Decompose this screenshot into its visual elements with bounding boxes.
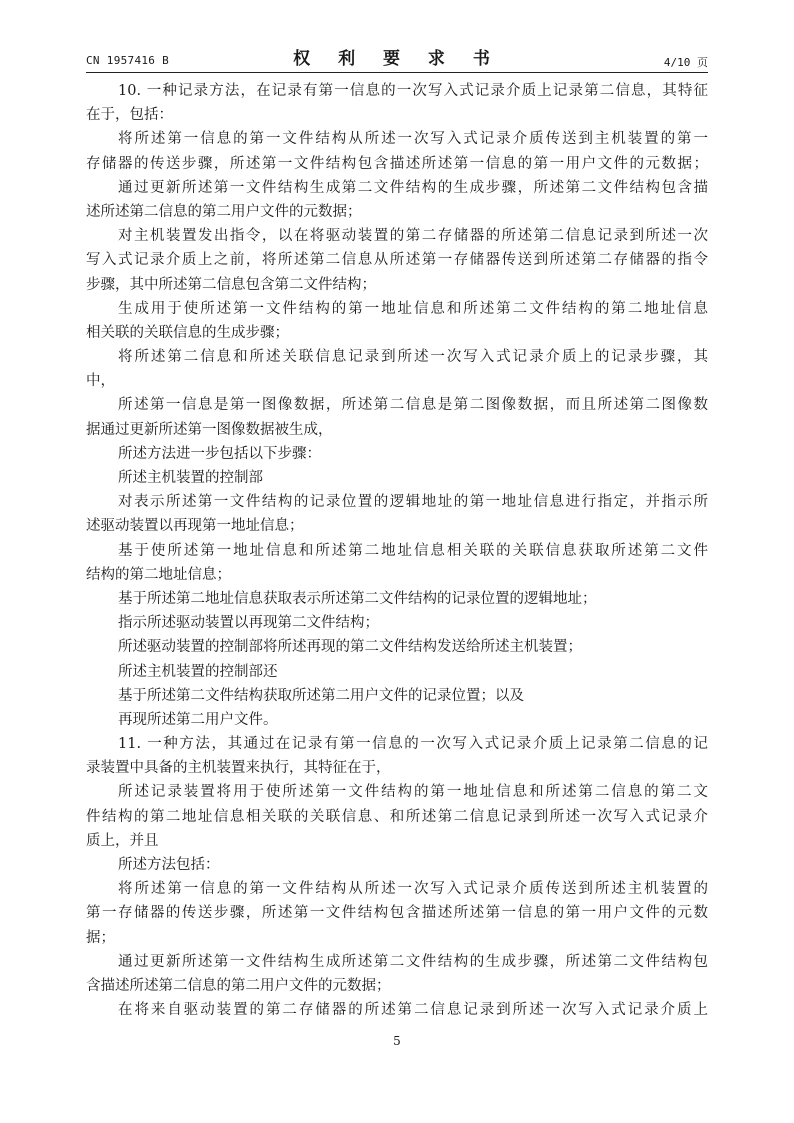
text-line: 将所述第一信息的第一文件结构从所述一次写入式记录介质传送到主机装置的第一 — [118, 131, 708, 148]
text-line: 指示所述驱动装置以再现第二文件结构； — [118, 615, 379, 632]
text-line: 11. 一种方法，其通过在记录有第一信息的一次写入式记录介质上记录第二信息的记 — [118, 736, 708, 753]
page-header — [86, 44, 708, 70]
text-line: 将所述第一信息的第一文件结构从所述一次写入式记录介质传送到所述主机装置的 — [118, 881, 708, 898]
text-line: 所述主机装置的控制部 — [118, 470, 263, 486]
text-line: 结构的第二地址信息； — [86, 566, 231, 583]
text-line: 质上，并且 — [86, 832, 159, 849]
text-line: 存储器的传送步骤，所述第一文件结构包含描述所述第一信息的第一用户文件的元数据； — [86, 155, 708, 172]
patent-number: CN 1957416 B — [86, 54, 170, 67]
text-line: 对表示所述第一文件结构的记录位置的逻辑地址的第一地址信息进行指定，并指示所 — [118, 494, 708, 511]
text-line: 在于，包括： — [86, 107, 173, 124]
text-line: 所述方法包括： — [118, 857, 220, 873]
text-line: 中， — [86, 373, 115, 390]
text-line: 所述方法进一步包括以下步骤： — [118, 445, 321, 462]
claims-body — [86, 79, 708, 1022]
text-line: 所述驱动装置的控制部将所述再现的第二文件结构发送给所述主机装置； — [118, 639, 582, 656]
text-line: 录装置中具备的主机装置来执行，其特征在于， — [86, 760, 391, 777]
text-line: 生成用于使所述第一文件结构的第一地址信息和所述第二文件结构的第二地址信息 — [118, 300, 708, 317]
text-line: 基于所述第二文件结构获取所述第二用户文件的记录位置；以及 — [118, 687, 524, 704]
text-line: 基于使所述第一地址信息和所述第二地址信息相关联的关联信息获取所述第二文件 — [118, 542, 708, 559]
page-indicator: 4/10 页 — [663, 56, 708, 69]
text-line: 件结构的第二地址信息相关联的关联信息、和所述第二信息记录到所述一次写入式记录介 — [86, 808, 708, 825]
text-line: 将所述第二信息和所述关联信息记录到所述一次写入式记录介质上的记录步骤，其 — [118, 349, 708, 366]
text-line: 含描述所述第二信息的第二用户文件的元数据； — [86, 977, 391, 994]
text-line: 对主机装置发出指令，以在将驱动装置的第二存储器的所述第二信息记录到所述一次 — [118, 228, 708, 245]
text-line: 相关联的关联信息的生成步骤； — [86, 324, 289, 341]
text-line: 通过更新所述第一文件结构生成第二文件结构的生成步骤，所述第二文件结构包含描 — [118, 179, 708, 196]
text-line: 基于所述第二地址信息获取表示所述第二文件结构的记录位置的逻辑地址； — [118, 590, 597, 607]
text-line: 第一存储器的传送步骤，所述第一文件结构包含描述所述第一信息的第一用户文件的元数 — [86, 905, 708, 922]
header-rule — [86, 72, 708, 73]
document-title: 权 利 要 求 书 — [293, 49, 501, 69]
page-number: 5 — [393, 1034, 401, 1048]
text-line: 述所述第二信息的第二用户文件的元数据； — [86, 203, 362, 220]
text-line: 通过更新所述第一文件结构生成所述第二文件结构的生成步骤，所述第二文件结构包 — [118, 953, 708, 970]
text-line: 所述记录装置将用于使所述第一文件结构的第一地址信息和所述第二信息的第二文 — [118, 784, 708, 801]
text-line: 在将来自驱动装置的第二存储器的所述第二信息记录到所述一次写入式记录介质上 — [118, 1002, 708, 1019]
text-line: 所述主机装置的控制部还 — [118, 663, 278, 680]
text-line: 所述第一信息是第一图像数据，所述第二信息是第二图像数据，而且所述第二图像数 — [118, 397, 708, 414]
text-line: 写入式记录介质上之前，将所述第二信息从所述第一存储器传送到所述第二存储器的指令 — [86, 252, 708, 269]
text-line: 据通过更新所述第一图像数据被生成， — [86, 421, 333, 438]
text-line: 述驱动装置以再现第一地址信息； — [86, 518, 304, 535]
text-line: 步骤，其中所述第二信息包含第二文件结构； — [86, 276, 376, 293]
text-line: 10. 一种记录方法，在记录有第一信息的一次写入式记录介质上记录第二信息，其特征 — [118, 83, 708, 99]
text-line: 再现所述第二用户文件。 — [118, 711, 278, 728]
text-line: 据； — [86, 929, 115, 946]
